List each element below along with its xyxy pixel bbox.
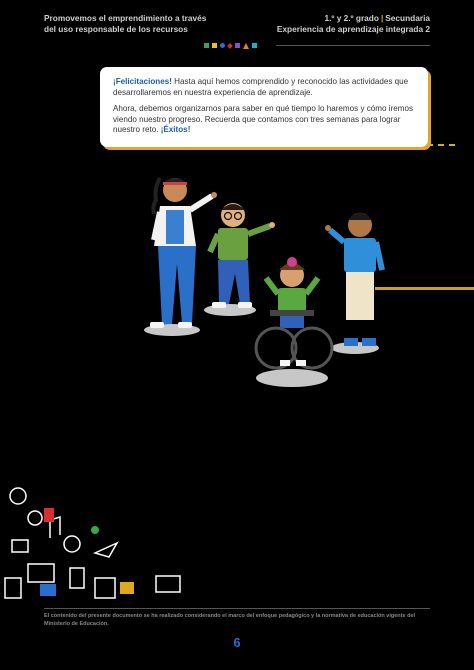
shadow-group (144, 304, 379, 387)
boy-blue-shirt-figure (325, 213, 382, 346)
page-number: 6 (233, 635, 241, 650)
green-square-icon (204, 43, 209, 48)
tablet-icon (70, 568, 84, 588)
purple-square-icon (235, 43, 240, 48)
tv-icon (40, 584, 56, 596)
plane-icon (95, 543, 117, 557)
camera-icon (12, 540, 28, 552)
icon-collage (0, 478, 190, 608)
header-divider (276, 45, 430, 46)
girl-wheelchair-figure (256, 257, 332, 368)
book-icon (44, 508, 54, 522)
experience-label: Experiencia de aprendizaje integrada 2 (276, 24, 430, 34)
globe-icon (10, 488, 26, 504)
callout-bold-1: ¡Felicitaciones! (113, 77, 172, 86)
boy-glasses-figure (210, 203, 275, 308)
red-diamond-icon (227, 43, 233, 49)
callout-text-1: Hasta aquí hemos comprendido y reconocido las actividades que desarrollaremos en nuestra experiencia de aprendizaje. (113, 77, 409, 97)
callout-paragraph-2 (113, 104, 416, 136)
calculator-icon (5, 578, 21, 598)
music-player-icon (120, 582, 134, 594)
callout-bold-2: ¡Éxitos! (160, 125, 191, 135)
level-label: Secundaria (385, 13, 430, 23)
header-separator: | (380, 13, 384, 23)
students-illustration (130, 170, 390, 390)
decorative-dash (427, 144, 455, 146)
yellow-square-icon (212, 43, 217, 48)
cyan-square-icon (252, 43, 257, 48)
computer-icon (28, 564, 54, 582)
grade-label: 1.º y 2.º grado (324, 13, 379, 23)
callout-paragraph-1 (113, 77, 416, 98)
callout-text-2: Ahora, debemos organizarnos para saber en qué tiempo lo haremos y cómo iremos viendo nuestro progreso. Recuerda que contamos con tres semanas para lograr nuestro reto. (113, 104, 414, 135)
soccer-ball-icon (64, 536, 80, 552)
blue-circle-icon (220, 43, 225, 48)
header-title-line2: del uso responsable de los recursos (44, 24, 188, 34)
orange-triangle-icon (243, 43, 249, 49)
flower-icon (91, 526, 99, 534)
congratulations-callout (100, 67, 428, 147)
footer-divider (44, 608, 430, 609)
building-icon (95, 578, 115, 598)
footer-note: El contenido del presente documento se ha realizado considerando el marco del enfoque pedagógico y la normativa de educación vigente del Ministerio de Educación. (44, 613, 416, 627)
header-title-line1: Promovemos el emprendimiento a través (44, 13, 207, 23)
header-info (277, 13, 430, 35)
header-title (44, 13, 244, 35)
radio-icon (156, 576, 180, 592)
girl-standing-figure (150, 178, 217, 328)
decorative-shapes (204, 42, 257, 49)
gear-icon (28, 511, 42, 525)
